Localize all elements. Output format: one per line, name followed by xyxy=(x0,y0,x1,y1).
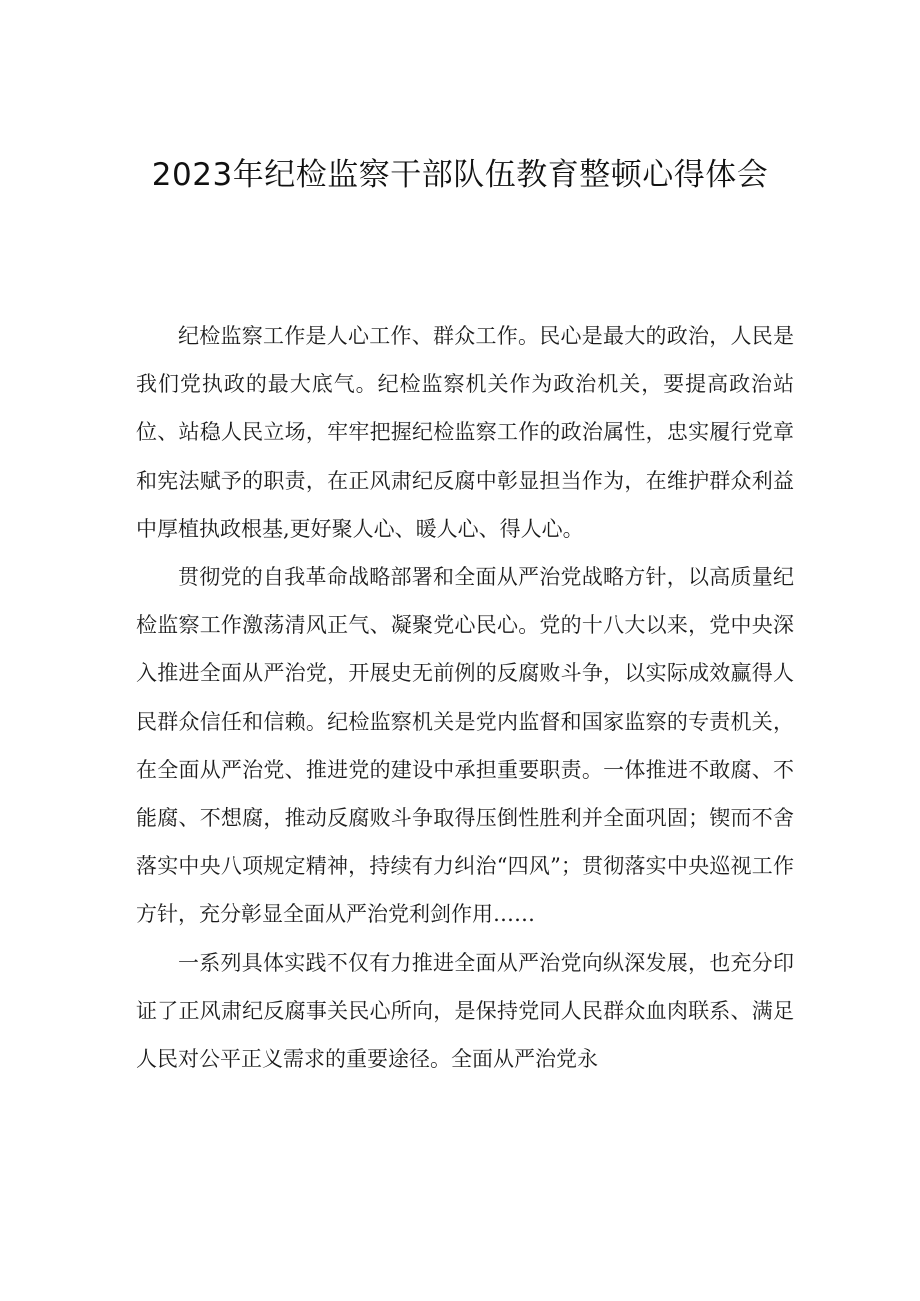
paragraph-2: 贯彻党的自我革命战略部署和全面从严治党战略方针，以高质量纪检监察工作激荡清风正气、凝聚党心民心。党的十八大以来，党中央深入推进全面从严治党，开展史无前例的反腐败斗争，以实际成效赢得人民群众信任和信赖。纪检监察机关是党内监督和国家监察的专责机关，在全面从严治党、推进党的建设中承担重要职责。一体推进不敢腐、不能腐、不想腐，推动反腐败斗争取得压倒性胜利并全面巩固；锲而不舍落实中央八项规定精神，持续有力纠治“四风”；贯彻落实中央巡视工作方针，充分彰显全面从严治党利剑作用…… xyxy=(136,565,794,927)
paragraph-1: 纪检监察工作是人心工作、群众工作。民心是最大的政治，人民是我们党执政的最大底气。纪检监察机关作为政治机关，要提高政治站位、站稳人民立场，牢牢把握纪检监察工作的政治属性，忠实履行党章和宪法赋予的职责，在正风肃纪反腐中彰显担当作为，在维护群众利益中厚植执政根基,更好聚人心、暖人心、得人心。 xyxy=(136,324,794,541)
document-title: 2023年纪检监察干部队伍教育整顿心得体会 xyxy=(151,157,769,193)
document-body xyxy=(136,312,794,1083)
paragraph-3: 一系列具体实践不仅有力推进全面从严治党向纵深发展，也充分印证了正风肃纪反腐事关民心所向，是保持党同人民群众血肉联系、满足人民对公平正义需求的重要途径。全面从严治党永 xyxy=(136,950,794,1072)
